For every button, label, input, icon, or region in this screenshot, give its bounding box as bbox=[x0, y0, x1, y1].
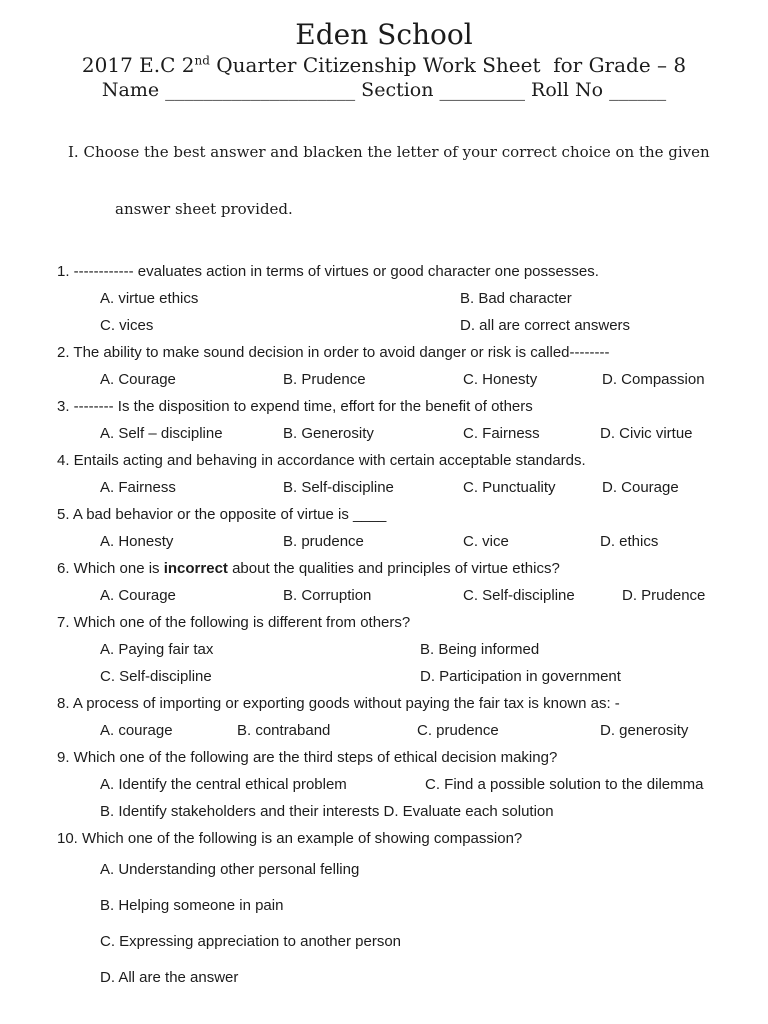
option: D. All are the answer bbox=[100, 969, 239, 986]
option: C. Expressing appreciation to another person bbox=[100, 933, 402, 950]
instruction-line-1: I. Choose the best answer and blacken the letter of your correct choice on the given bbox=[68, 143, 710, 161]
option: A. Paying fair tax bbox=[100, 641, 214, 658]
option: D. Prudence bbox=[622, 587, 706, 604]
option: C. Self-discipline bbox=[463, 587, 575, 604]
question-text-part: 3. -------- Is the disposition to expend time, effort for the benefit of others bbox=[57, 398, 533, 415]
subtitle-suffix: Quarter Citizenship Work Sheet for Grade – 8 bbox=[209, 53, 687, 77]
question-text-part: 7. Which one of the following is different from others? bbox=[57, 614, 411, 631]
option: B. Helping someone in pain bbox=[100, 897, 284, 914]
option-row bbox=[0, 586, 768, 606]
option-row bbox=[0, 968, 768, 988]
option: C. vice bbox=[463, 533, 509, 550]
option: D. Participation in government bbox=[420, 668, 621, 685]
option: A. courage bbox=[100, 722, 173, 739]
option: B. Prudence bbox=[283, 371, 366, 388]
option: C. Punctuality bbox=[463, 479, 556, 496]
question-block bbox=[0, 748, 768, 822]
question-block bbox=[0, 829, 768, 988]
option: C. Self-discipline bbox=[100, 668, 212, 685]
question-text-part: 2. The ability to make sound decision in order to avoid danger or risk is called-------- bbox=[57, 344, 610, 361]
question-block bbox=[0, 262, 768, 336]
option: B. Corruption bbox=[283, 587, 372, 604]
question-text-part: 6. Which one is bbox=[57, 560, 164, 577]
option-row bbox=[0, 802, 768, 822]
question-block bbox=[0, 694, 768, 741]
option: A. Courage bbox=[100, 371, 176, 388]
option: A. Understanding other personal felling bbox=[100, 861, 360, 878]
option: B. contraband bbox=[237, 722, 331, 739]
option: B. Bad character bbox=[460, 290, 572, 307]
option: D. ethics bbox=[600, 533, 659, 550]
option-row bbox=[0, 860, 768, 880]
option: D. Courage bbox=[602, 479, 679, 496]
option: C. vices bbox=[100, 317, 154, 334]
option: B. Generosity bbox=[283, 425, 374, 442]
name-section-roll-line: Name ____________________ Section _________ Roll No ______ bbox=[101, 79, 667, 101]
question-block bbox=[0, 559, 768, 606]
option-row bbox=[0, 532, 768, 552]
option: A. Fairness bbox=[100, 479, 176, 496]
option-row bbox=[0, 721, 768, 741]
question-text bbox=[0, 262, 768, 282]
option: C. Fairness bbox=[463, 425, 540, 442]
subtitle-superscript: nd bbox=[194, 53, 210, 68]
question-text bbox=[0, 505, 768, 525]
question-text bbox=[0, 613, 768, 633]
question-text-part: 4. Entails acting and behaving in accordance with certain acceptable standards. bbox=[57, 452, 586, 469]
option: B. prudence bbox=[283, 533, 364, 550]
question-text bbox=[0, 694, 768, 714]
option-row bbox=[0, 370, 768, 390]
question-block bbox=[0, 451, 768, 498]
option: D. Civic virtue bbox=[600, 425, 693, 442]
question-text bbox=[0, 397, 768, 417]
question-text bbox=[0, 559, 768, 579]
question-block bbox=[0, 397, 768, 444]
option: A. Identify the central ethical problem bbox=[100, 776, 347, 793]
option: A. virtue ethics bbox=[100, 290, 199, 307]
question-text bbox=[0, 829, 768, 849]
question-text bbox=[0, 748, 768, 768]
option-row bbox=[0, 478, 768, 498]
instruction-block bbox=[0, 103, 768, 257]
option: C. Find a possible solution to the dilemma bbox=[425, 776, 704, 793]
school-name: Eden School bbox=[295, 18, 473, 51]
option: D. Evaluate each solution bbox=[383, 803, 554, 820]
option: C. prudence bbox=[417, 722, 499, 739]
option: B. Self-discipline bbox=[283, 479, 394, 496]
question-text-part: 5. A bad behavior or the opposite of virtue is ____ bbox=[57, 506, 387, 523]
option-row bbox=[0, 424, 768, 444]
question-text-part: 10. Which one of the following is an example of showing compassion? bbox=[57, 830, 523, 847]
question-text-part: 9. Which one of the following are the third steps of ethical decision making? bbox=[57, 749, 558, 766]
subtitle-prefix: 2017 E.C 2 bbox=[81, 53, 195, 77]
option-row bbox=[0, 932, 768, 952]
option: B. Being informed bbox=[420, 641, 540, 658]
question-text-bold: incorrect bbox=[163, 560, 228, 577]
question-text-part: about the qualities and principles of virtue ethics? bbox=[227, 560, 560, 577]
question-text-part: 8. A process of importing or exporting goods without paying the fair tax is known as: - bbox=[57, 695, 620, 712]
option: A. Courage bbox=[100, 587, 176, 604]
question-block bbox=[0, 613, 768, 687]
option-row bbox=[0, 775, 768, 795]
option-row bbox=[0, 667, 768, 687]
option: A. Honesty bbox=[100, 533, 174, 550]
option: B. Identify stakeholders and their interests bbox=[100, 803, 380, 820]
option: D. all are correct answers bbox=[460, 317, 631, 334]
questions-list bbox=[0, 257, 768, 988]
option: A. Self – discipline bbox=[100, 425, 223, 442]
option: D. generosity bbox=[600, 722, 689, 739]
option-row bbox=[0, 896, 768, 916]
option-row bbox=[0, 316, 768, 336]
option: C. Honesty bbox=[463, 371, 538, 388]
option-row bbox=[0, 640, 768, 660]
question-text bbox=[0, 451, 768, 471]
question-text bbox=[0, 343, 768, 363]
question-text-part: 1. ------------ evaluates action in terms of virtues or good character one possesses. bbox=[57, 263, 599, 280]
worksheet-subtitle bbox=[0, 52, 768, 78]
instruction-line-2: answer sheet provided. bbox=[115, 200, 293, 218]
option-row bbox=[0, 289, 768, 309]
question-block bbox=[0, 505, 768, 552]
option: D. Compassion bbox=[602, 371, 705, 388]
question-block bbox=[0, 343, 768, 390]
